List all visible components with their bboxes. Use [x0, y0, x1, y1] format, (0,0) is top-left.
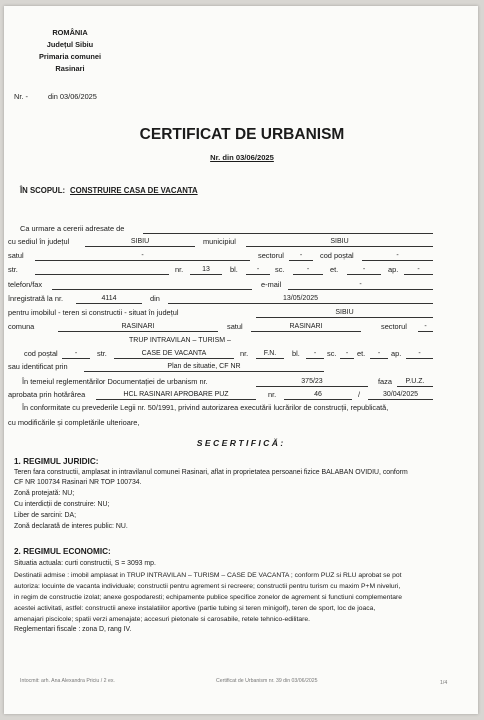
form-label-slash: / — [358, 390, 361, 399]
header-reg-label: Nr. - — [14, 92, 28, 101]
sc-line — [293, 274, 323, 275]
header-reg-date: din 03/06/2025 — [48, 92, 97, 101]
form-label-nr2: nr. — [240, 349, 249, 358]
law-paragraph: În conformitate cu prevederile Legii nr. 50/1991, privind autorizarea executării lucrărilor de construcții, republicată, — [22, 403, 389, 412]
ap-line — [404, 274, 433, 275]
property-county-value: SIBIU — [335, 309, 354, 316]
sc2-value: - — [345, 350, 349, 357]
et-value: - — [362, 266, 366, 273]
form-label-approved: aprobata prin hotărârea — [8, 390, 86, 399]
sc-value: - — [306, 266, 310, 273]
juridic-line: Liber de sarcini: DA; — [14, 512, 77, 519]
form-label-satul: satul — [227, 322, 243, 331]
form-label-municipality: municipiul — [203, 237, 236, 246]
satul-value: RASINARI — [289, 323, 323, 330]
hcl-nr-value: 46 — [314, 391, 322, 398]
form-label-postal: cod poștal — [320, 251, 354, 260]
sector-line — [289, 260, 313, 261]
certificate-number: Nr. din 03/06/2025 — [210, 153, 274, 162]
header-country: ROMÂNIA — [52, 28, 88, 37]
form-label-ap2: ap. — [391, 349, 402, 358]
economic-line: Destinatii admise : imobil amplasat in TRUP INTRAVILAN – TURISM – CASE DE VACANTA ; conform PUZ si RLU aprobat se pot — [14, 572, 402, 579]
scope-value: CONSTRUIRE CASA DE VACANTA — [70, 186, 198, 195]
form-label-et: et. — [330, 265, 339, 274]
street2-value: CASE DE VACANTA — [141, 350, 207, 357]
property-county-line — [256, 317, 433, 318]
economic-line: Situatia actuala: curti constructii, S = 3093 mp. — [14, 560, 156, 567]
phase-value: P.U.Z. — [405, 378, 425, 385]
form-label-email: e-mail — [261, 280, 282, 289]
header-commune: Rasinari — [55, 64, 85, 73]
footer-page-number: 1/4 — [440, 680, 448, 686]
juridic-line: Zonă declarată de interes public: NU. — [14, 523, 128, 530]
form-label-registration: înregistrată la nr. — [8, 294, 64, 303]
village-value: - — [141, 252, 144, 259]
form-label-sc: sc. — [275, 265, 285, 274]
ap2-line — [406, 358, 433, 359]
sector2-value: - — [424, 323, 427, 330]
juridic-line: CF NR 100734 Rasinari NR TOP 100734. — [14, 479, 142, 486]
hcl-date-line — [368, 399, 433, 400]
economic-line: acestei activitati, astfel: constructii anexe instalatiilor aportive (partie tubing si teren minigolf), teren de sport, loc de joaca, — [14, 605, 376, 612]
sector-value: - — [299, 252, 303, 259]
email-value: - — [359, 281, 362, 288]
form-label-identified: sau identificat prin — [8, 362, 68, 371]
form-label-county: cu sediul în județul — [8, 237, 70, 246]
identified-value: Plan de situatie, CF NR — [167, 363, 241, 370]
postal-value: - — [396, 252, 399, 259]
juridic-line: Teren fara constructii, amplasat in intravilanul comunei Rasinari, aflat in proprietatea persoanei fizice BALABAN OVIDIU, conform — [14, 469, 408, 476]
comuna-line — [58, 331, 218, 332]
urban-doc-value: 375/23 — [301, 378, 323, 385]
village-line — [35, 260, 250, 261]
juridic-heading: 1. REGIMUL JURIDIC: — [14, 457, 99, 466]
nr2-line — [256, 358, 284, 359]
economic-line: autoriza: locuinte de vacanta individuale; constructii pentru agrement si recreere; constructii pentru turism cu maxim P+M niveluri, — [14, 583, 401, 590]
nr-value: 13 — [202, 266, 210, 273]
juridic-line: Zonă protejată: NU; — [14, 490, 75, 497]
urban-doc-line — [256, 386, 368, 387]
certify-heading: S E C E R T I F I C Ă : — [196, 438, 284, 448]
registration-date-line — [168, 303, 433, 304]
et2-line — [370, 358, 388, 359]
scope-label: ÎN SCOPUL: — [20, 186, 66, 195]
county-line — [85, 246, 195, 247]
form-label-street: str. — [8, 265, 18, 274]
form-label-phase: faza — [378, 377, 392, 386]
applicant-line — [143, 233, 433, 234]
et-line — [347, 274, 381, 275]
form-label-phone: telefon/fax — [8, 280, 43, 289]
form-label-applicant: Ca urmare a cererii adresate de — [20, 224, 125, 233]
form-label-postal2: cod poștal — [24, 349, 58, 358]
registration-date-value: 13/05/2025 — [282, 295, 319, 302]
form-label-village: satul — [8, 251, 24, 260]
bl-value: - — [256, 266, 260, 273]
email-line — [288, 289, 433, 290]
form-label-bl: bl. — [230, 265, 238, 274]
street2-line — [114, 358, 234, 359]
postal-line — [362, 260, 433, 261]
registration-line — [76, 303, 142, 304]
economic-line: Reglementari fiscale : zona D, rang IV. — [14, 626, 132, 633]
form-label-sector: sectorul — [258, 251, 284, 260]
form-label-hcl-nr: nr. — [268, 390, 277, 399]
sc2-line — [340, 358, 354, 359]
form-label-from: din — [150, 294, 160, 303]
et2-value: - — [377, 350, 381, 357]
header-county: Județul Sibiu — [46, 40, 94, 49]
ap-value: - — [417, 266, 420, 273]
hcl-line — [96, 399, 256, 400]
registration-nr-value: 4114 — [101, 295, 117, 302]
form-label-ap: ap. — [388, 265, 399, 274]
sector2-line — [418, 331, 433, 332]
form-label-sc2: sc. — [327, 349, 337, 358]
form-label-bl2: bl. — [292, 349, 300, 358]
header-hall: Primaria comunei — [38, 52, 102, 61]
juridic-line: Cu interdicții de construire: NU; — [14, 501, 110, 508]
phase-line — [397, 386, 433, 387]
ap2-value: - — [418, 350, 421, 357]
phone-line — [52, 289, 252, 290]
form-label-property: pentru imobilul - teren si constructii - situat în județul — [8, 308, 179, 317]
form-label-et2: et. — [357, 349, 366, 358]
county-value: SIBIU — [130, 238, 150, 245]
postal2-value: - — [74, 350, 78, 357]
hcl-nr-line — [284, 399, 352, 400]
nr2-value: F.N. — [263, 350, 277, 357]
form-label-comuna: comuna — [8, 322, 35, 331]
hcl-value: HCL RASINARI APROBARE PUZ — [123, 391, 229, 398]
satul-line — [251, 331, 361, 332]
hcl-date-value: 30/04/2025 — [382, 391, 419, 398]
municipality-value: SIBIU — [330, 238, 349, 245]
identified-line — [84, 371, 324, 372]
bl-line — [246, 274, 270, 275]
economic-heading: 2. REGIMUL ECONOMIC: — [14, 547, 111, 556]
bl2-line — [306, 358, 324, 359]
zone-value: TRUP INTRAVILAN – TURISM – — [129, 337, 231, 344]
comuna-value: RASINARI — [121, 323, 155, 330]
nr-line — [190, 274, 222, 275]
law-paragraph-end: cu modificările și completările ulterioare, — [8, 418, 140, 427]
bl2-value: - — [313, 350, 317, 357]
form-label-urban-doc: În temeiul reglementărilor Documentației de urbanism nr. — [22, 377, 208, 386]
postal2-line — [62, 358, 90, 359]
economic-line: amenajari piscicole; spatii verzi amenajate; accesuri pietonale si carosabile, retele tehnico-edilitare. — [14, 616, 311, 623]
form-label-sector2: sectorul — [381, 322, 407, 331]
form-label-street2: str. — [97, 349, 107, 358]
street-line — [35, 274, 169, 275]
economic-line: in regim de constructie izolat; anexe gospodaresti; echipamente publice specifice zonelor de agrement si functiuni complementare — [14, 594, 402, 601]
page-title: CERTIFICAT DE URBANISM — [139, 126, 345, 143]
municipality-line — [246, 246, 433, 247]
form-label-nr: nr. — [175, 265, 184, 274]
footer-certificate-ref: Certificat de Urbanism nr. 39 din 03/06/2025 — [216, 678, 318, 684]
footer-author: Intocmit: arh. Ana Alexandra Priciu / 2 ex. — [20, 678, 115, 684]
